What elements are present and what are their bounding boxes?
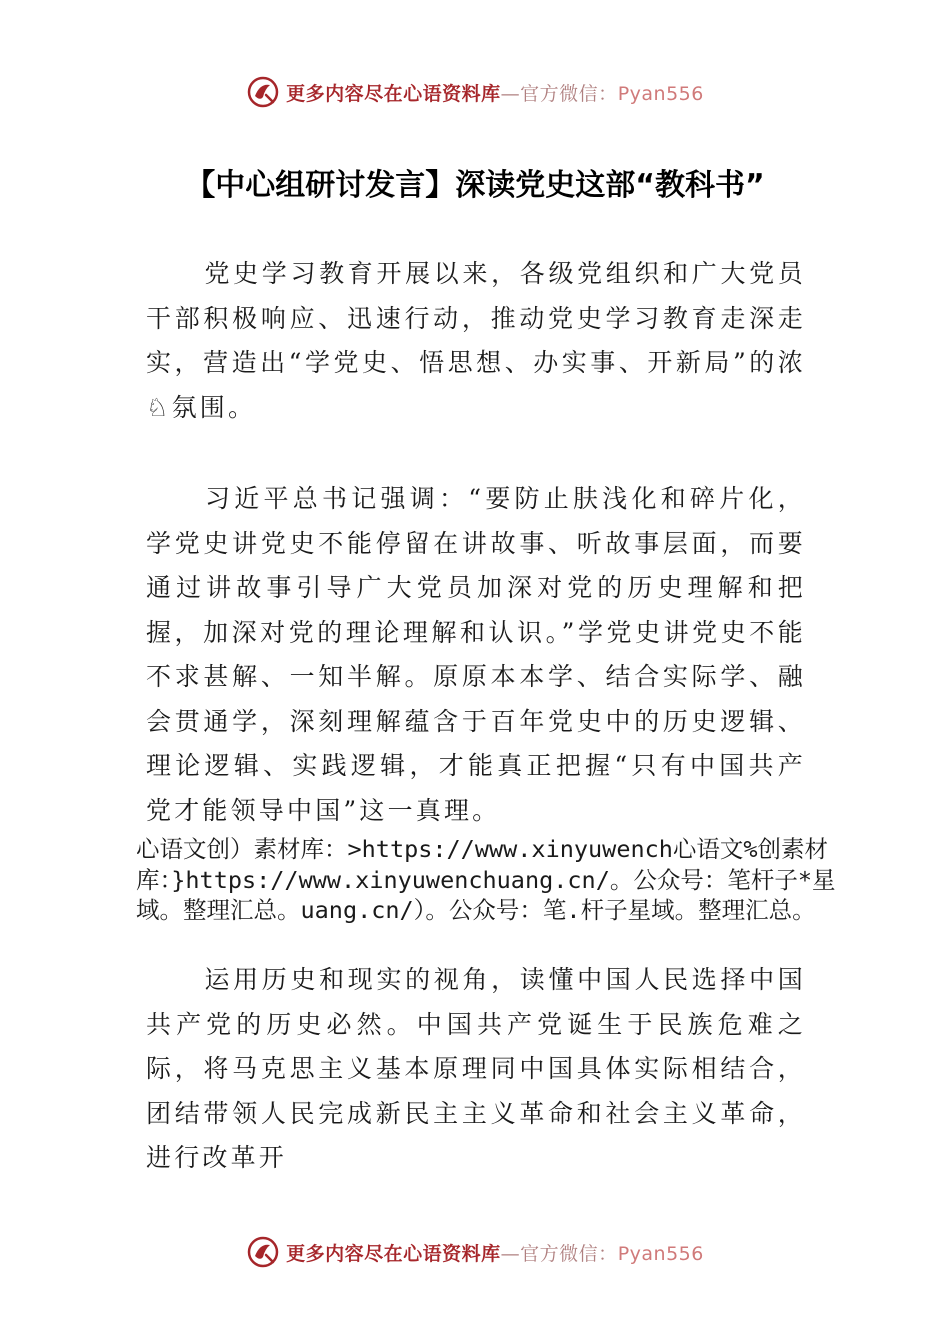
watermark-id: Pyan556 — [617, 82, 704, 105]
watermark-main: 更多内容尽在心语资料库 — [286, 82, 501, 105]
paragraph-3-text: 运用历史和现实的视角，读懂中国人民选择中国共产党的历史必然。中国共产党诞生于民族危难之际，将马克思主义基本原理同中国具体实际相结合，团结带领人民完成新民主主义革命和社会主义革命，进行改革开 — [146, 965, 806, 1172]
paragraph-1 — [146, 252, 806, 430]
watermark-weixin: 官方微信： — [520, 82, 618, 105]
paragraph-3 — [146, 958, 806, 1181]
paragraph-2 — [146, 477, 806, 833]
brand-logo-icon — [246, 1235, 280, 1269]
paragraph-2-text: 习近平总书记强调：“要防止肤浅化和碎片化，学党史讲党史不能停留在讲故事、听故事层面，而要通过讲故事引导广大党员加深对党的历史理解和把握，加深对党的理论理解和认识。”学党史讲党史不能不求甚解、一知半解。原原本本学、结合实际学、融会贯通学，深刻理解蕴含于百年党史中的历史逻辑、理论逻辑、实践逻辑，才能真正把握“只有中国共产党才能领导中国”这一真理。 — [146, 484, 806, 825]
watermark-main: 更多内容尽在心语资料库 — [286, 1242, 501, 1265]
watermark-weixin: 官方微信： — [520, 1242, 618, 1265]
paragraph-1-text: 党史学习教育开展以来，各级党组织和广大党员干部积极响应、迅速行动，推动党史学习教育走深走实，营造出“学党史、悟思想、办实事、开新局”的浓♘氛围。 — [146, 259, 806, 422]
watermark-footer — [0, 1232, 950, 1272]
watermark-dash: — — [500, 1242, 521, 1265]
watermark-text — [286, 1239, 704, 1266]
brand-logo-icon — [246, 75, 280, 109]
source-note: 心语文创）素材库：>https://www.xinyuwench心语文%创素材库：}https://www.xinyuwenchuang.cn/。公众号：笔杆子*星域。整理汇总。uang.cn/）。公众号：笔.杆子星域。整理汇总。 — [136, 835, 836, 924]
watermark-header — [0, 72, 950, 112]
watermark-id: Pyan556 — [617, 1242, 704, 1265]
watermark-dash: — — [500, 82, 521, 105]
document-title: 【中心组研讨发言】深读党史这部“教科书” — [185, 168, 765, 203]
watermark-text — [286, 79, 704, 106]
